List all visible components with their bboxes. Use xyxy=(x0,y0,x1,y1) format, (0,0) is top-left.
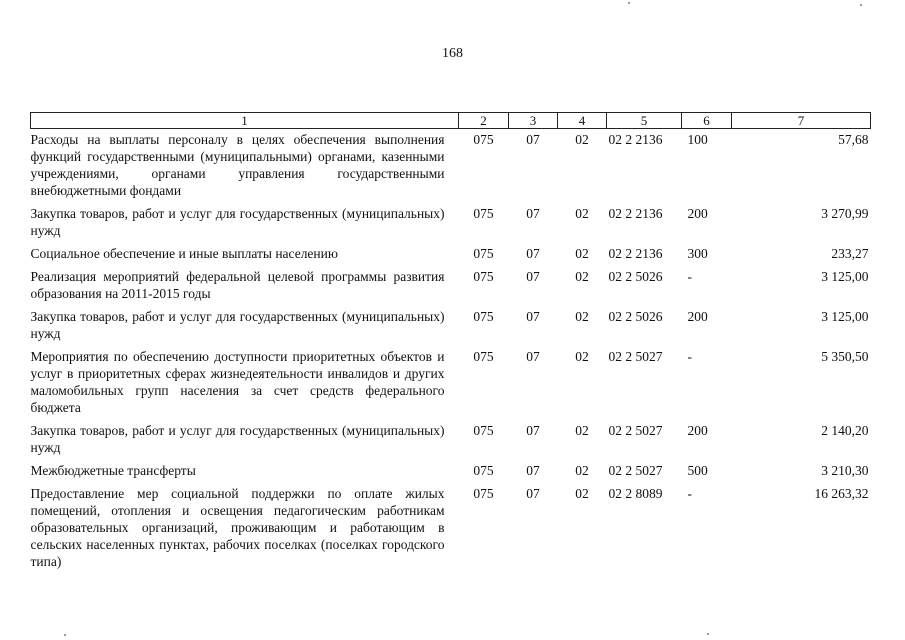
scan-mark xyxy=(628,2,630,4)
row-description: Закупка товаров, работ и услуг для государственных (муниципальных) нужд xyxy=(30,423,445,455)
column-header-7: 7 xyxy=(732,113,871,129)
row-amount: 2 140,20 xyxy=(821,423,869,438)
row-code-ministry: 075 xyxy=(473,269,494,284)
row-amount: 233,27 xyxy=(831,246,869,261)
column-header-2: 2 xyxy=(459,113,509,129)
table-row xyxy=(31,306,871,346)
row-description: Мероприятия по обеспечению доступности приоритетных объектов и услуг в приоритетных сферах жизнедеятельности инвалидов и других маломобильных групп населения за счет средств федерального бюджета xyxy=(30,349,445,415)
row-code-section: 07 xyxy=(526,132,540,147)
table-row xyxy=(31,129,871,204)
row-amount: 57,68 xyxy=(838,132,869,147)
row-code-section: 07 xyxy=(526,349,540,364)
row-code-expense-type: 300 xyxy=(687,246,708,261)
table-row xyxy=(31,346,871,420)
row-code-target: 02 2 5027 xyxy=(608,423,663,438)
budget-table xyxy=(30,112,871,574)
row-code-ministry: 075 xyxy=(473,423,494,438)
table-header-row xyxy=(31,113,871,129)
row-code-target: 02 2 5026 xyxy=(608,309,663,324)
row-code-subsection: 02 xyxy=(575,309,589,324)
row-code-target: 02 2 5027 xyxy=(608,349,663,364)
page-number: 168 xyxy=(442,46,463,61)
table-row xyxy=(31,420,871,460)
row-code-target: 02 2 2136 xyxy=(608,246,663,261)
row-code-ministry: 075 xyxy=(473,463,494,478)
column-header-1: 1 xyxy=(31,113,459,129)
row-description: Предоставление мер социальной поддержки по оплате жилых помещений, отопления и освещения педагогическим работникам образовательных организаций, проживающим и работающим в сельских населенных пунктах, рабочих поселках (поселках городского типа) xyxy=(30,486,445,569)
row-code-ministry: 075 xyxy=(473,246,494,261)
row-amount: 3 270,99 xyxy=(821,206,869,221)
row-code-target: 02 2 2136 xyxy=(608,132,663,147)
row-amount: 5 350,50 xyxy=(821,349,869,364)
row-code-subsection: 02 xyxy=(575,269,589,284)
row-code-section: 07 xyxy=(526,463,540,478)
scan-mark xyxy=(707,633,709,635)
row-description: Межбюджетные трансферты xyxy=(30,463,196,478)
row-description: Расходы на выплаты персоналу в целях обеспечения выполнения функций государственными (муниципальными) органами, казенными учреждениями, органами управления государственными внебюджетными фондами xyxy=(30,132,445,198)
row-amount: 3 125,00 xyxy=(821,269,869,284)
row-code-expense-type: 200 xyxy=(687,309,708,324)
row-code-ministry: 075 xyxy=(473,132,494,147)
row-code-expense-type: 100 xyxy=(687,132,708,147)
row-code-target: 02 2 5026 xyxy=(608,269,663,284)
row-code-subsection: 02 xyxy=(575,132,589,147)
row-code-target: 02 2 8089 xyxy=(608,486,663,501)
row-code-section: 07 xyxy=(526,246,540,261)
row-code-subsection: 02 xyxy=(575,423,589,438)
row-code-target: 02 2 2136 xyxy=(608,206,663,221)
table-row xyxy=(31,203,871,243)
row-code-subsection: 02 xyxy=(575,349,589,364)
column-header-3: 3 xyxy=(509,113,558,129)
row-code-section: 07 xyxy=(526,309,540,324)
table-row xyxy=(31,460,871,483)
row-amount: 16 263,32 xyxy=(814,486,869,501)
row-code-section: 07 xyxy=(526,423,540,438)
row-amount: 3 125,00 xyxy=(821,309,869,324)
row-code-expense-type: - xyxy=(687,486,692,501)
row-code-target: 02 2 5027 xyxy=(608,463,663,478)
scan-mark xyxy=(64,634,66,636)
table-row xyxy=(31,243,871,266)
scan-mark xyxy=(860,4,862,6)
table-row xyxy=(31,266,871,306)
row-code-section: 07 xyxy=(526,269,540,284)
row-code-expense-type: 500 xyxy=(687,463,708,478)
row-code-subsection: 02 xyxy=(575,486,589,501)
row-code-subsection: 02 xyxy=(575,463,589,478)
row-code-ministry: 075 xyxy=(473,206,494,221)
row-code-ministry: 075 xyxy=(473,349,494,364)
row-code-expense-type: 200 xyxy=(687,423,708,438)
column-header-4: 4 xyxy=(558,113,607,129)
column-header-5: 5 xyxy=(607,113,682,129)
table-row xyxy=(31,483,871,574)
row-code-ministry: 075 xyxy=(473,486,494,501)
row-code-expense-type: - xyxy=(687,349,692,364)
row-code-subsection: 02 xyxy=(575,206,589,221)
row-code-expense-type: 200 xyxy=(687,206,708,221)
row-code-section: 07 xyxy=(526,206,540,221)
row-description: Социальное обеспечение и иные выплаты населению xyxy=(30,246,338,261)
row-description: Закупка товаров, работ и услуг для государственных (муниципальных) нужд xyxy=(30,309,445,341)
row-description: Реализация мероприятий федеральной целевой программы развития образования на 2011-2015 годы xyxy=(30,269,445,301)
row-code-ministry: 075 xyxy=(473,309,494,324)
row-description: Закупка товаров, работ и услуг для государственных (муниципальных) нужд xyxy=(30,206,445,238)
row-code-expense-type: - xyxy=(687,269,692,284)
row-amount: 3 210,30 xyxy=(821,463,869,478)
row-code-subsection: 02 xyxy=(575,246,589,261)
table-body xyxy=(31,129,871,575)
column-header-6: 6 xyxy=(682,113,732,129)
row-code-section: 07 xyxy=(526,486,540,501)
